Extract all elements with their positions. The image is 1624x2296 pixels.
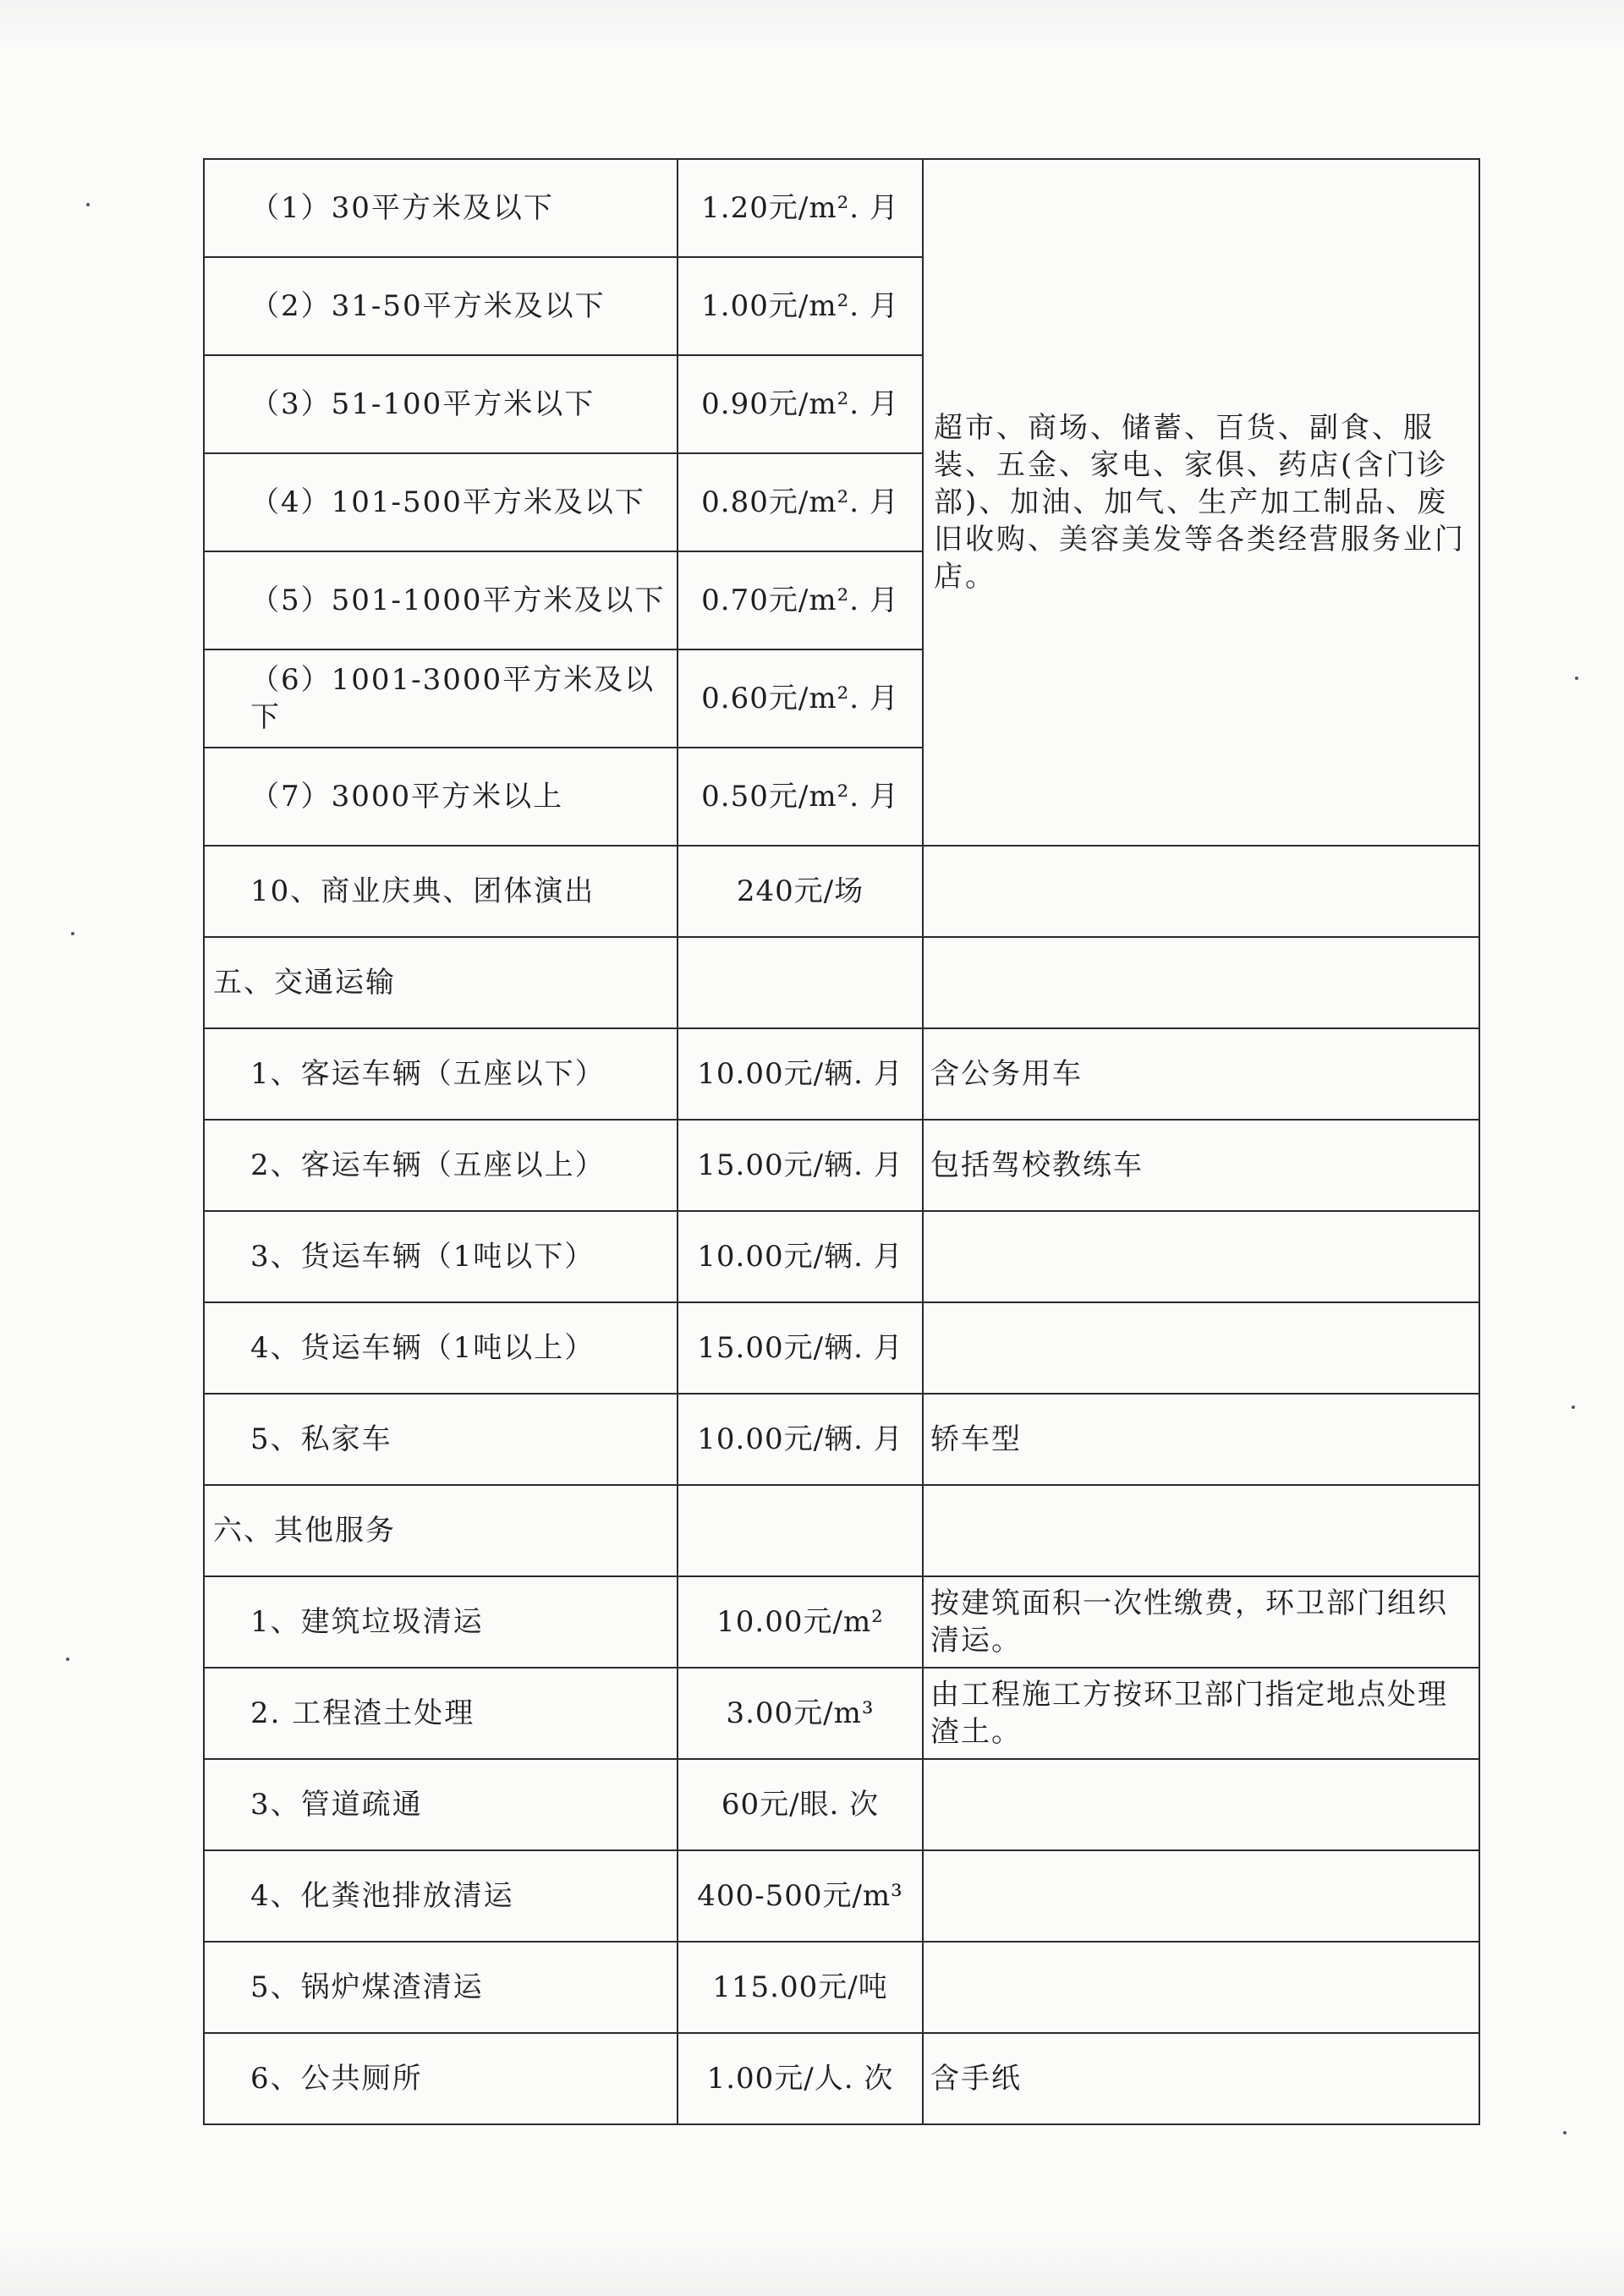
price-cell: 1.00元/m². 月 xyxy=(678,257,923,355)
item-cell: 6、公共厕所 xyxy=(204,2033,678,2124)
price-cell: 240元/场 xyxy=(678,846,923,937)
area-note-cell: 超市、商场、储蓄、百货、副食、服装、五金、家电、家俱、药店(含门诊部)、加油、加气、生产加工制品、废旧收购、美容美发等各类经营服务业门店。 xyxy=(923,159,1479,846)
price-cell: 10.00元/辆. 月 xyxy=(678,1211,923,1302)
item-cell: 2. 工程渣土处理 xyxy=(204,1668,678,1759)
price-cell: 1.20元/m². 月 xyxy=(678,159,923,257)
table-row xyxy=(204,1302,1479,1394)
price-cell: 0.50元/m². 月 xyxy=(678,748,923,846)
note-cell: 由工程施工方按环卫部门指定地点处理渣土。 xyxy=(923,1668,1479,1759)
item-cell: 4、化粪池排放清运 xyxy=(204,1850,678,1942)
scan-speck xyxy=(1572,1406,1575,1409)
note-cell: 含公务用车 xyxy=(923,1028,1479,1120)
fee-table xyxy=(203,158,1480,2125)
table-row xyxy=(204,1668,1479,1759)
note-cell xyxy=(923,846,1479,937)
scan-speck xyxy=(86,203,90,206)
item-cell: （2）31-50平方米及以下 xyxy=(204,257,678,355)
table-row xyxy=(204,1394,1479,1485)
item-cell: （7）3000平方米以上 xyxy=(204,748,678,846)
note-cell xyxy=(923,1485,1479,1576)
price-cell xyxy=(678,1485,923,1576)
table-row xyxy=(204,1120,1479,1211)
note-cell xyxy=(923,1850,1479,1942)
scan-speck xyxy=(71,932,74,935)
price-cell: 0.90元/m². 月 xyxy=(678,355,923,453)
item-cell: （5）501-1000平方米及以下 xyxy=(204,551,678,649)
scan-speck xyxy=(1563,2131,1566,2134)
note-cell xyxy=(923,1942,1479,2033)
price-cell: 15.00元/辆. 月 xyxy=(678,1120,923,1211)
item-cell: 1、建筑垃圾清运 xyxy=(204,1576,678,1668)
table-row xyxy=(204,2033,1479,2124)
table-row xyxy=(204,1942,1479,2033)
note-cell: 含手纸 xyxy=(923,2033,1479,2124)
price-cell: 10.00元/辆. 月 xyxy=(678,1394,923,1485)
scan-speck xyxy=(66,1658,69,1661)
note-cell xyxy=(923,1302,1479,1394)
price-cell: 1.00元/人. 次 xyxy=(678,2033,923,2124)
price-cell: 0.80元/m². 月 xyxy=(678,453,923,551)
note-cell: 按建筑面积一次性缴费，环卫部门组织清运。 xyxy=(923,1576,1479,1668)
section-heading: 五、交通运输 xyxy=(204,937,678,1028)
section-row xyxy=(204,937,1479,1028)
item-cell: 1、客运车辆（五座以下） xyxy=(204,1028,678,1120)
table-row xyxy=(204,1211,1479,1302)
item-cell: 10、商业庆典、团体演出 xyxy=(204,846,678,937)
price-cell xyxy=(678,937,923,1028)
note-cell xyxy=(923,1211,1479,1302)
note-cell: 轿车型 xyxy=(923,1394,1479,1485)
table-row xyxy=(204,1850,1479,1942)
price-cell: 400-500元/m³ xyxy=(678,1850,923,1942)
item-cell: 4、货运车辆（1吨以上） xyxy=(204,1302,678,1394)
item-cell: 5、锅炉煤渣清运 xyxy=(204,1942,678,2033)
item-cell: 3、管道疏通 xyxy=(204,1759,678,1850)
price-cell: 0.60元/m². 月 xyxy=(678,649,923,748)
section-heading: 六、其他服务 xyxy=(204,1485,678,1576)
scan-speck xyxy=(1575,677,1578,680)
price-cell: 3.00元/m³ xyxy=(678,1668,923,1759)
item-cell: 2、客运车辆（五座以上） xyxy=(204,1120,678,1211)
item-cell: 3、货运车辆（1吨以下） xyxy=(204,1211,678,1302)
note-cell: 包括驾校教练车 xyxy=(923,1120,1479,1211)
price-cell: 115.00元/吨 xyxy=(678,1942,923,2033)
note-cell xyxy=(923,1759,1479,1850)
table-row xyxy=(204,159,1479,257)
item-cell: （4）101-500平方米及以下 xyxy=(204,453,678,551)
table-row xyxy=(204,1028,1479,1120)
section-row xyxy=(204,1485,1479,1576)
item-cell: （3）51-100平方米以下 xyxy=(204,355,678,453)
price-cell: 60元/眼. 次 xyxy=(678,1759,923,1850)
item-cell: 5、私家车 xyxy=(204,1394,678,1485)
price-cell: 0.70元/m². 月 xyxy=(678,551,923,649)
item-cell: （6）1001-3000平方米及以下 xyxy=(204,649,678,748)
table-row xyxy=(204,1576,1479,1668)
price-cell: 15.00元/辆. 月 xyxy=(678,1302,923,1394)
price-cell: 10.00元/m² xyxy=(678,1576,923,1668)
item-cell: （1）30平方米及以下 xyxy=(204,159,678,257)
price-cell: 10.00元/辆. 月 xyxy=(678,1028,923,1120)
table-row xyxy=(204,846,1479,937)
note-cell xyxy=(923,937,1479,1028)
table-row xyxy=(204,1759,1479,1850)
